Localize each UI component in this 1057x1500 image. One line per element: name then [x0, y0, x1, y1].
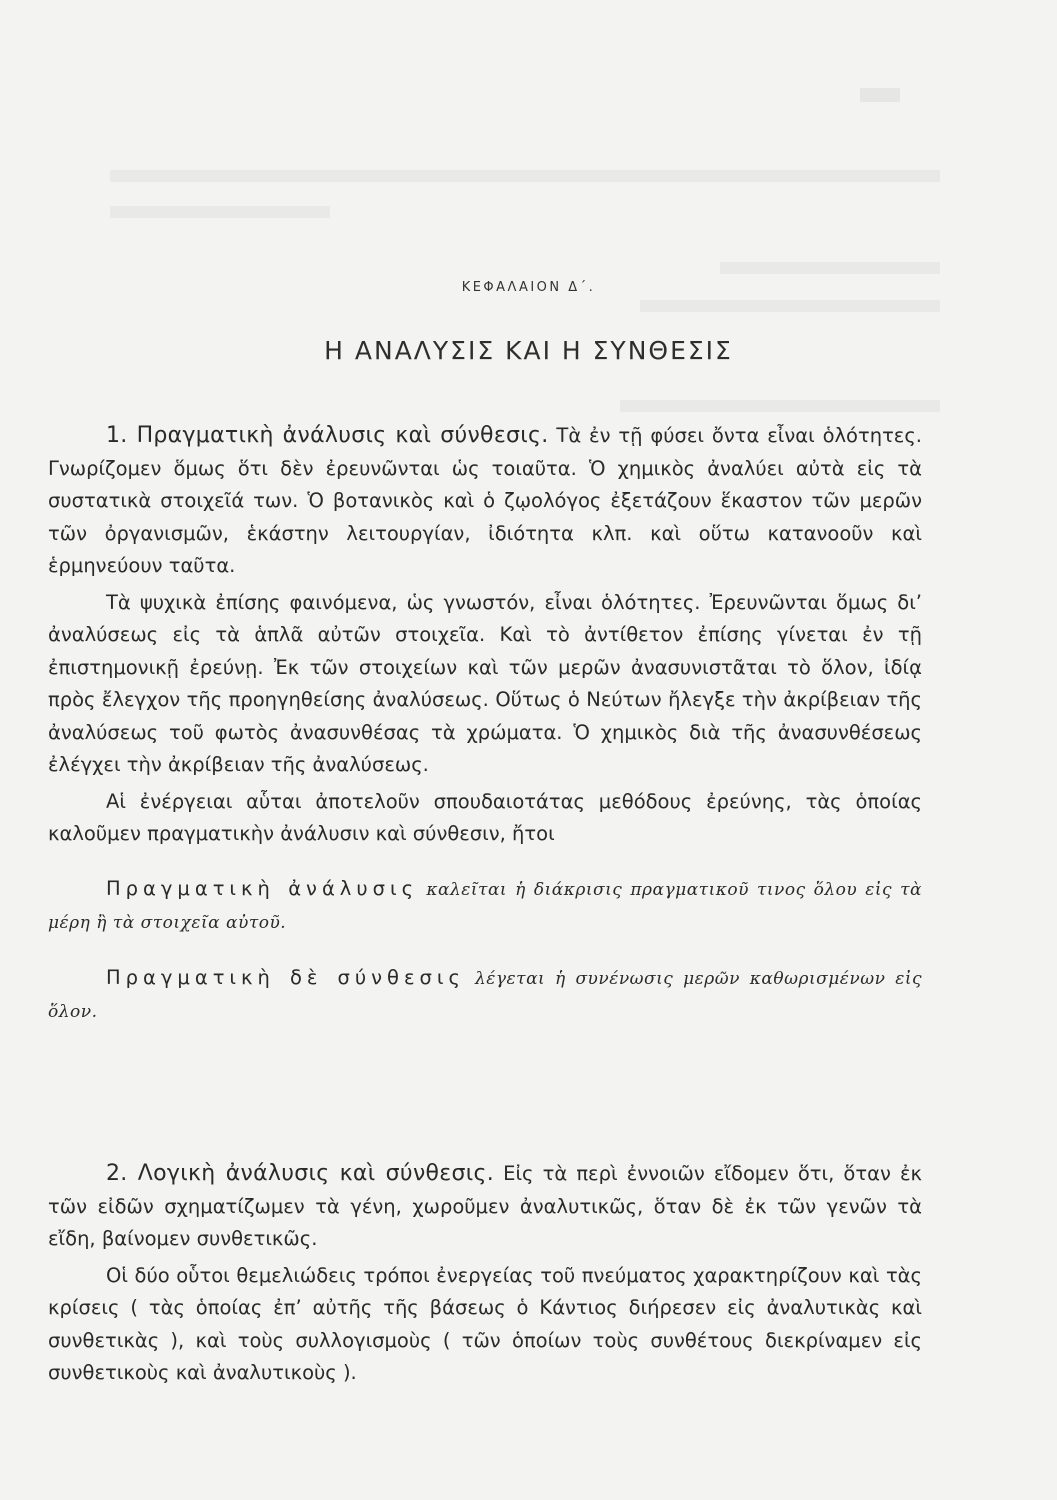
bleed-through-mark — [620, 400, 940, 412]
definition-real-analysis — [48, 873, 922, 940]
section-1-paragraph-3: Αἱ ἐνέργειαι αὗται ἀποτελοῦν σπουδαιοτάτας μεθόδους ἐρεύνης, τὰς ὁποίας καλοῦμεν πραγματικὴν ἀνάλυσιν καὶ σύνθεσιν, ἤτοι — [48, 789, 922, 845]
section-1 — [48, 420, 922, 1033]
definition-text: λέγεται ἡ συνένωσις μερῶν καθωρισμένων εἰς ὅλον. — [48, 968, 923, 1022]
section-1-paragraph-2: Τὰ ψυχικὰ ἐπίσης φαινόμενα, ὡς γνωστόν, εἶναι ὁλότητες. Ἐρευνῶνται ὅμως δι’ ἀναλύσεως εἰς τὰ ἁπλᾶ αὐτῶν στοιχεῖα. Καὶ τὸ ἀντίθετον ἐπίσης γίνεται ἐν τῇ ἐπιστημονικῇ ἐρεύνῃ. Ἐκ τῶν στοιχείων καὶ τῶν μερῶν ἀνασυνιστᾶται τὸ ὅλον, ἰδίᾳ πρὸς ἔλεγχον τῆς προηγηθείσης ἀναλύσεως. Οὕτως ὁ Νεύτων ἤλεγξε τὴν ἀκρίβειαν τῆς ἀναλύσεως τοῦ φωτὸς ἀνασυνθέσας τὰ χρώματα. Ὁ χημικὸς διὰ τῆς ἀνασυνθέσεως ἐλέγχει τὴν ἀκρίβειαν τῆς ἀναλύσεως. — [48, 590, 922, 776]
bleed-through-mark — [720, 262, 940, 274]
bleed-through-mark — [860, 88, 900, 102]
bleed-through-mark — [110, 170, 940, 182]
definition-term: Πραγματικὴ ἀνάλυσις — [106, 876, 419, 900]
bleed-through-mark — [110, 206, 330, 218]
section-1-paragraph-1-text: Τὰ ἐν τῇ φύσει ὄντα εἶναι ὁλότητες. Γνωρίζομεν ὅμως ὅτι δὲν ἐρευνῶνται ὡς τοιαῦτα. Ὁ χημικὸς ἀναλύει αὐτὰ εἰς τὰ συστατικὰ στοιχεῖά των. Ὁ βοτανικὸς καὶ ὁ ζῳολόγος ἐξετάζουν ἕκαστον τῶν μερῶν τῶν ὀργανισμῶν, ἑκάστην λειτουργίαν, ἰδιότητα κλπ. καὶ οὕτω κατανοοῦν καὶ ἑρμηνεύουν ταῦτα. — [48, 424, 922, 577]
definition-term: Πραγματικὴ δὲ σύνθεσις — [106, 965, 465, 989]
chapter-label: ΚΕΦΑΛΑΙΟΝ Δ΄. — [461, 280, 596, 295]
section-1-paragraph-1 — [48, 420, 922, 583]
section-1-heading: 1. Πραγματικὴ ἀνάλυσις καὶ σύνθεσις. — [106, 423, 549, 448]
section-2 — [48, 1158, 922, 1394]
definition-text: καλεῖται ἡ διάκρισις πραγματικοῦ τινος ὅλου εἰς τὰ μέρη ἢ τὰ στοιχεῖα αὐτοῦ. — [48, 879, 922, 933]
section-2-heading: 2. Λογικὴ ἀνάλυσις καὶ σύνθεσις. — [106, 1161, 494, 1186]
section-2-paragraph-1 — [48, 1158, 922, 1256]
section-2-paragraph-2: Οἱ δύο οὗτοι θεμελιώδεις τρόποι ἐνεργείας τοῦ πνεύματος χαρακτηρίζουν καὶ τὰς κρίσεις ( τὰς ὁποίας ἐπ’ αὐτῆς τῆς βάσεως ὁ Κάντιος διήρεσεν εἰς ἀναλυτικὰς καὶ συνθετικὰς ), καὶ τοὺς συλλογισμοὺς ( τῶν ὁποίων τοὺς συνθέτους διεκρίναμεν εἰς συνθετικοὺς καὶ ἀναλυτικοὺς ). — [48, 1263, 922, 1384]
definition-real-synthesis — [48, 962, 922, 1029]
bleed-through-mark — [640, 300, 940, 312]
section-2-paragraph-1-text: Εἰς τὰ περὶ ἐννοιῶν εἴδομεν ὅτι, ὅταν ἐκ τῶν εἰδῶν σχηματίζωμεν τὰ γένη, χωροῦμεν ἀναλυτικῶς, ὅταν δὲ ἐκ τῶν γενῶν τὰ εἴδη, βαίνομεν συνθετικῶς. — [48, 1162, 923, 1250]
chapter-title: Η ΑΝΑΛΥΣΙΣ ΚΑΙ Η ΣΥΝΘΕΣΙΣ — [324, 336, 733, 365]
